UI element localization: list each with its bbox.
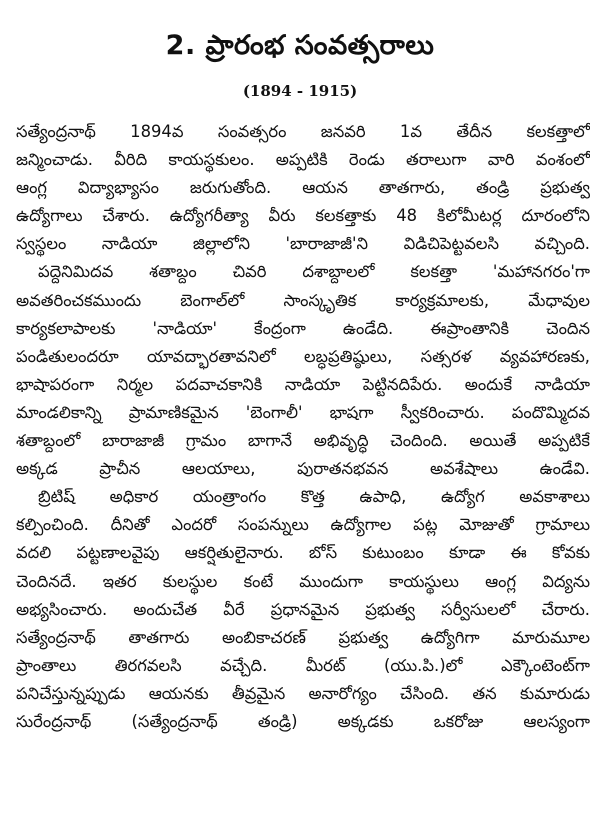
text-line: శతాబ్దంలో బారాజాజీ గ్రామం బాగానే అభివృద్ధి చెందింది. అయితే అప్పటికే <box>16 431 590 451</box>
chapter-years: (1894 - 1915) <box>242 82 358 100</box>
text-line: అక్కడ ప్రాచీన ఆలయాలు, పురాతనభవన అవశేషాలు ఉండేవి. <box>16 459 590 479</box>
text-line: పండితులందరూ యావద్భారతావనిలో లబ్ధప్రతిష్ఠులు, సత్సరళ వ్యవహారణకు, <box>16 346 590 366</box>
text-line: కార్యకలాపాలకు 'నాడియా' కేంద్రంగా ఉండేది. ఈప్రాంతానికి చెందిన <box>16 318 590 338</box>
text-line: ఆంగ్ల విద్యాభ్యాసం జరుగుతోంది. ఆయన తాతగారు, తండ్రి ప్రభుత్వ <box>16 178 590 198</box>
text-line: ప్రాంతాలు తిరగవలసి వచ్చేది. మీరట్ (యు.పి.)లో ఎక్కౌంటెంట్‌గా <box>16 655 590 675</box>
text-line: అభ్యసించారు. అందుచేత వీరే ప్రధానమైన ప్రభుత్వ సర్వీసులలో చేరారు. <box>16 599 590 619</box>
text-line: సురేంద్రనాథ్ (సత్యేంద్రనాథ్ తండ్రి) అక్కడకు ఒకరోజు ఆలస్యంగా <box>16 711 590 731</box>
text-line: పనిచేస్తున్నప్పుడు ఆయనకు తీవ్రమైన అనారోగ్యం చేసింది. తన కుమారుడు <box>16 683 590 703</box>
text-line: మాండలికాన్ని ప్రామాణికమైన 'బెంగాలీ' భాషగా స్వీకరించారు. పందొమ్మిదవ <box>16 402 590 422</box>
text-line: బ్రిటిష్ అధికార యంత్రాంగం కొత్త ఉపాధి, ఉద్యోగ అవకాశాలు <box>38 487 590 507</box>
text-line: అవతరించకముందు బెంగాల్‌లో సాంస్కృతిక కార్యక్రమాలకు, మేధావుల <box>16 290 590 310</box>
text-line: సత్యేంద్రనాథ్ 1894వ సంవత్సరం జనవరి 1వ తేదీన కలకత్తాలో <box>16 122 590 141</box>
body-text <box>16 118 590 736</box>
text-line: స్వస్థలం నాడియా జిల్లాలోని 'బారాజాజీ'ని విడిచిపెట్టవలసి వచ్చింది. <box>16 234 590 254</box>
text-line: కల్పించింది. దీనితో ఎందరో సంపన్నులు ఉద్యోగాల పట్ల మోజుతో గ్రామాలు <box>16 515 590 535</box>
text-line: వదలి పట్టణాలవైపు ఆకర్షితులైనారు. బోస్ కుటుంబం కూడా ఈ కోవకు <box>16 543 590 563</box>
text-line: ఉద్యోగాలు చేశారు. ఉద్యోగరీత్యా వీరు కలకత్తాకు 48 కిలోమీటర్ల దూరంలోని <box>16 206 590 226</box>
text-line: భాషాపరంగా నిర్మల పదవాచకానికి నాడియా పెట్టినదిపేరు. అందుకే నాడియా <box>16 374 590 394</box>
text-line: చెందినదే. ఇతర కులస్థుల కంటే ముందుగా కాయస్థులు ఆంగ్ల విద్యను <box>16 571 590 591</box>
text-line: పద్దెనిమిదవ శతాబ్దం చివరి దశాబ్దాలలో కలకత్తా 'మహానగరం'గా <box>38 262 590 282</box>
text-line: జన్మించాడు. వీరిది కాయస్థకులం. అప్పటికి రెండు తరాలుగా వారి వంశంలో <box>16 150 590 170</box>
chapter-title: 2. ప్రారంభ సంవత్సరాలు <box>165 30 435 61</box>
text-line: సత్యేంద్రనాథ్ తాతగారు అంబికాచరణ్ ప్రభుత్వ ఉద్యోగిగా మారుమూల <box>16 627 590 647</box>
